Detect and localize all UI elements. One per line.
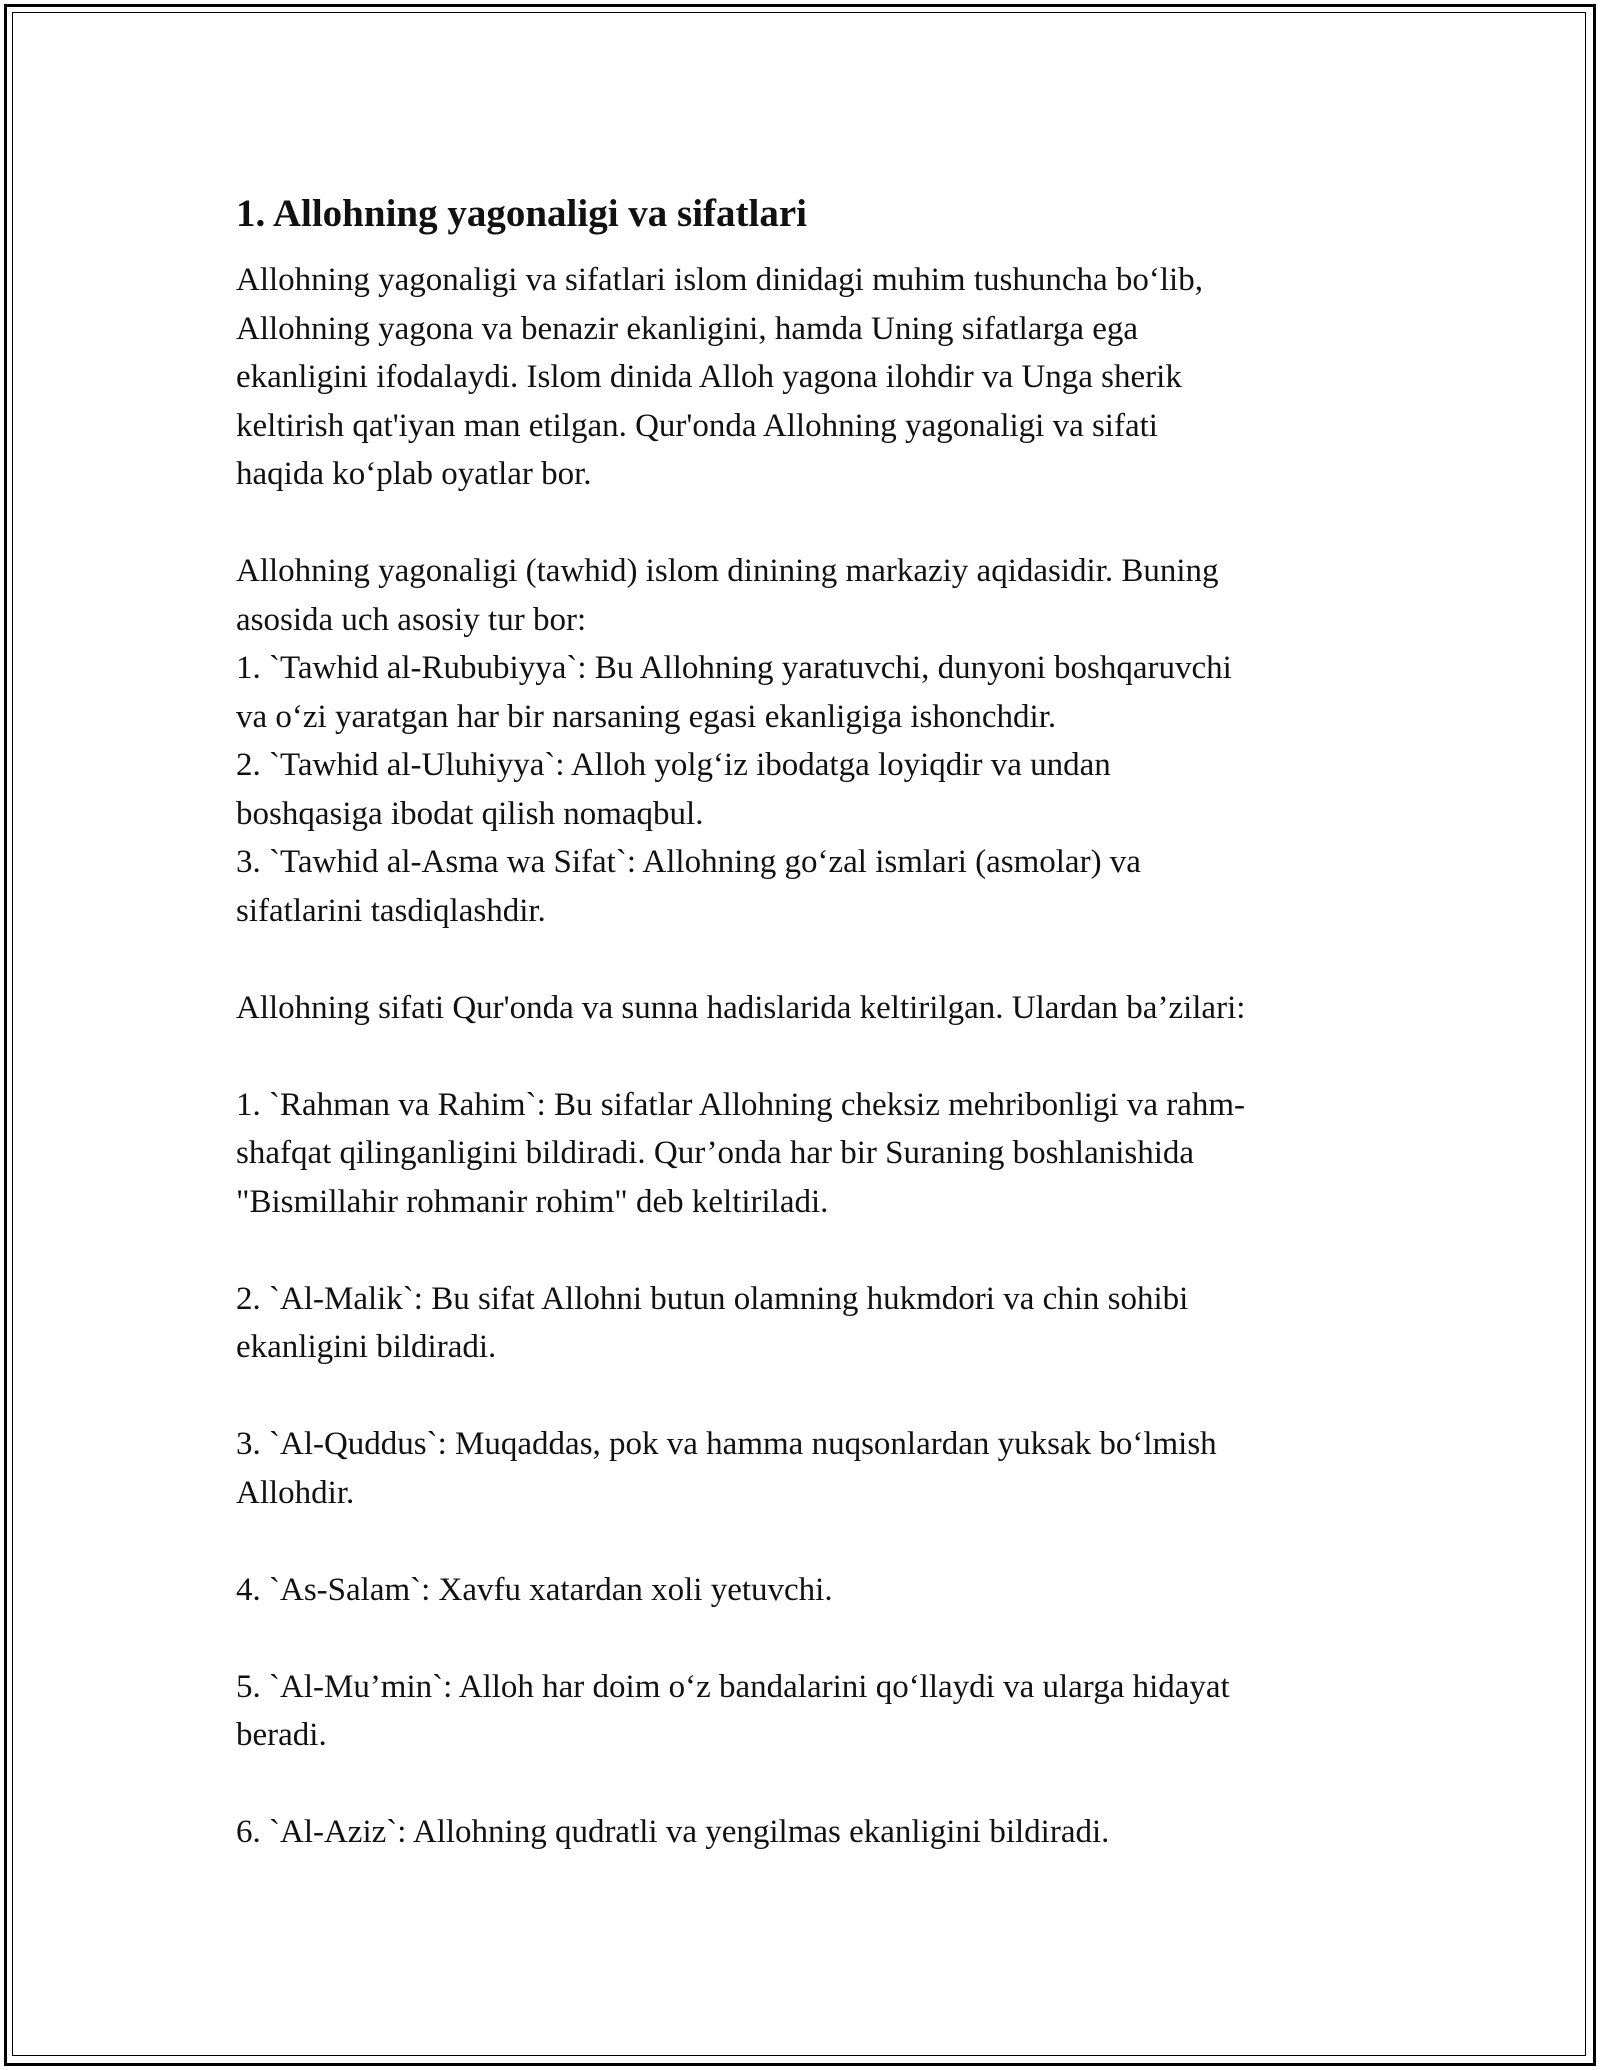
- paragraph-gap: [236, 1760, 1396, 1809]
- text-line: 4. `As-Salam`: Xavfu xatardan xoli yetuvchi.: [236, 1571, 833, 1608]
- text-line: keltirish qat'iyan man etilgan. Qur'onda Allohning yagonaligi va sifati: [236, 407, 1158, 444]
- section-heading: 1. Allohning yagonaligi va sifatlari: [236, 192, 808, 235]
- paragraph-gap: [236, 1517, 1396, 1566]
- text-line: haqida ko‘plab oyatlar bor.: [236, 456, 592, 492]
- paragraph-gap: [236, 499, 1396, 548]
- text-line: shafqat qilinganligini bildiradi. Qur’onda har bir Suraning boshlanishida: [236, 1135, 1195, 1171]
- text-line: sifatlarini tasdiqlashdir.: [236, 892, 546, 929]
- paragraph-gap: [236, 1372, 1396, 1421]
- document-page: [236, 190, 1396, 1857]
- sifat-item-salam: [236, 1566, 1396, 1663]
- text-line: 6. `Al-Aziz`: Allohning qudratli va yengilmas ekanligini bildiradi.: [236, 1814, 1110, 1850]
- text-line: va o‘zi yaratgan har bir narsaning egasi ekanligiga ishonchdir.: [236, 698, 1057, 735]
- text-line: "Bismillahir rohmanir rohim" deb keltiriladi.: [236, 1183, 829, 1220]
- text-line: Allohning yagona va benazir ekanligini, hamda Uning sifatlarga ega: [236, 310, 1139, 347]
- text-line: ekanligini ifodalaydi. Islom dinida Alloh yagona ilohdir va Unga sherik: [236, 359, 1182, 395]
- sifat-item-aziz: [236, 1808, 1396, 1857]
- sifat-item-mumin: [236, 1663, 1396, 1809]
- text-line: asosida uch asosiy tur bor:: [236, 601, 587, 638]
- text-line: 1. `Tawhid al-Rububiyya`: Bu Allohning yaratuvchi, dunyoni boshqaruvchi: [236, 650, 1232, 686]
- text-line: 1. `Rahman va Rahim`: Bu sifatlar Allohning cheksiz mehribonligi va rahm-: [236, 1086, 1246, 1123]
- tawhid-paragraph: [236, 547, 1396, 984]
- intro-paragraph: [236, 256, 1396, 547]
- sifat-item-quddus: [236, 1420, 1396, 1566]
- text-line: boshqasiga ibodat qilish nomaqbul.: [236, 795, 704, 832]
- text-line: beradi.: [236, 1717, 327, 1753]
- text-line: 2. `Tawhid al-Uluhiyya`: Alloh yolg‘iz ibodatga loyiqdir va undan: [236, 747, 1111, 783]
- text-line: 2. `Al-Malik`: Bu sifat Allohni butun olamning hukmdori va chin sohibi: [236, 1280, 1189, 1317]
- text-line: Allohdir.: [236, 1474, 355, 1511]
- paragraph-gap: [236, 1614, 1396, 1663]
- paragraph-gap: [236, 935, 1396, 984]
- sifat-intro-paragraph: [236, 984, 1396, 1081]
- text-line: 5. `Al-Mu’min`: Alloh har doim o‘z bandalarini qo‘llaydi va ularga hidayat: [236, 1668, 1230, 1705]
- text-line: ekanligini bildiradi.: [236, 1329, 497, 1365]
- sifat-item-malik: [236, 1275, 1396, 1421]
- text-line: Allohning yagonaligi (tawhid) islom dinining markaziy aqidasidir. Buning: [236, 553, 1219, 589]
- text-line: Allohning sifati Qur'onda va sunna hadislarida keltirilgan. Ulardan ba’zilari:: [236, 989, 1246, 1026]
- paragraph-gap: [236, 1032, 1396, 1081]
- text-line: 3. `Tawhid al-Asma wa Sifat`: Allohning go‘zal ismlari (asmolar) va: [236, 844, 1141, 880]
- paragraph-gap: [236, 1226, 1396, 1275]
- text-line: Allohning yagonaligi va sifatlari islom dinidagi muhim tushuncha bo‘lib,: [236, 262, 1203, 298]
- sifat-item-rahman: [236, 1081, 1396, 1275]
- text-line: 3. `Al-Quddus`: Muqaddas, pok va hamma nuqsonlardan yuksak bo‘lmish: [236, 1426, 1217, 1462]
